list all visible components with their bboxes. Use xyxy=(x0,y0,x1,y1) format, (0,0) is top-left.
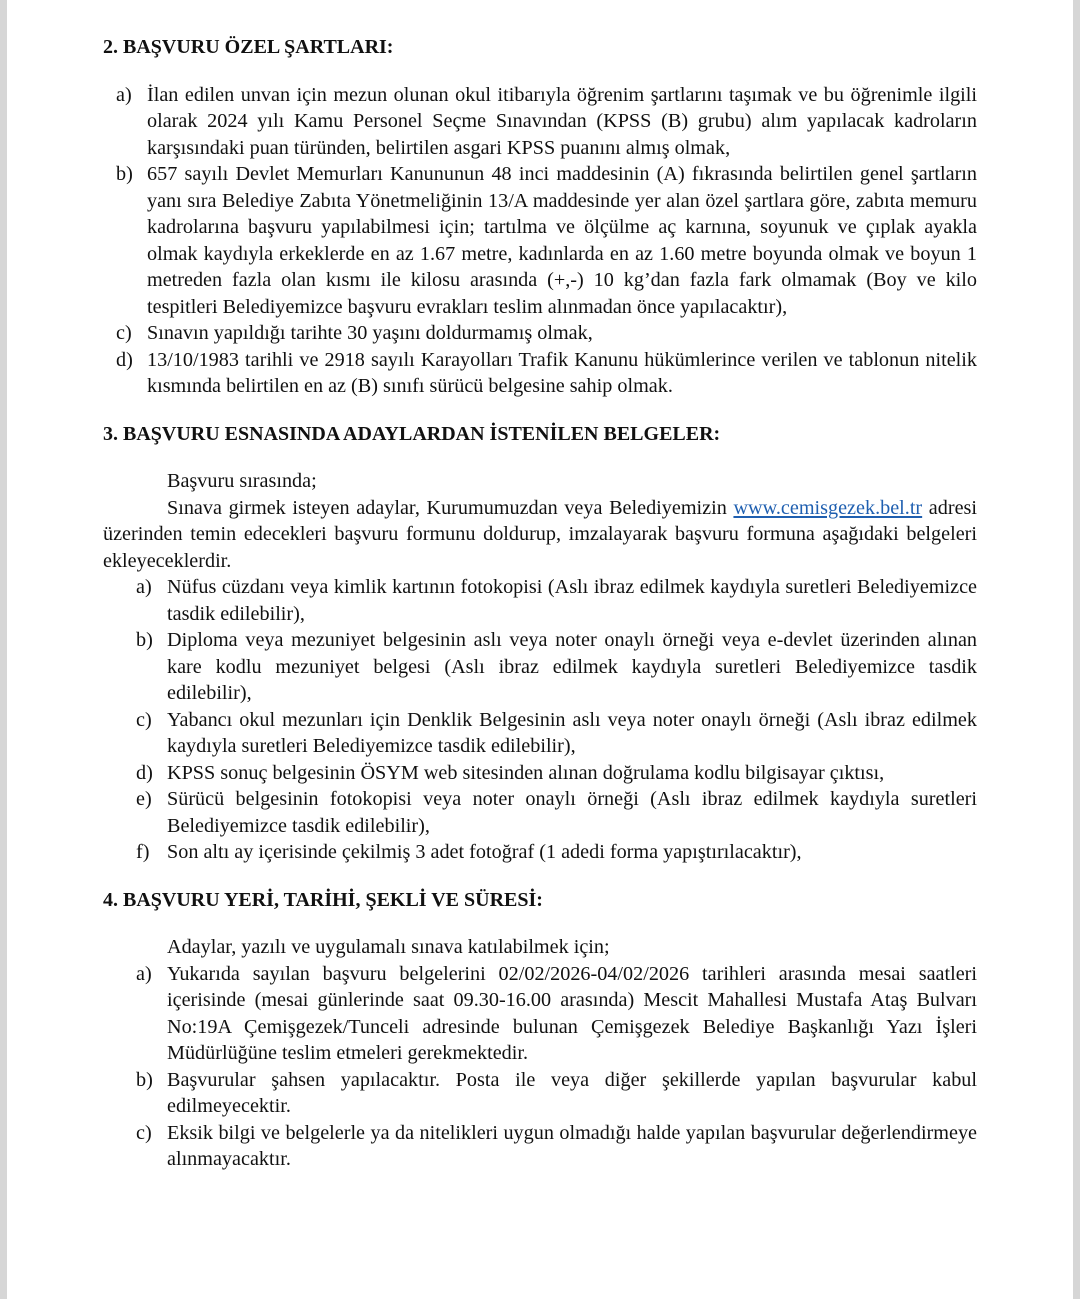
list-item xyxy=(103,574,977,627)
list-item xyxy=(103,707,977,760)
list-marker: b) xyxy=(136,1068,153,1091)
intro-paragraph xyxy=(103,934,977,961)
list-item xyxy=(103,320,977,347)
municipality-website-link[interactable]: www.cemisgezek.bel.tr xyxy=(733,496,923,519)
list-item-text: Yabancı okul mezunları için Denklik Belgesinin aslı veya noter onaylı örneği (Aslı ibraz edilmek kaydıyla suretleri Belediyemizce tasdik edilebilir), xyxy=(167,708,977,757)
list-item xyxy=(103,161,977,320)
list-marker: a) xyxy=(136,576,152,598)
list-item-text: KPSS sonuç belgesinin ÖSYM web sitesinden alınan doğrulama kodlu bilgisayar çıktısı, xyxy=(167,761,885,784)
application-paragraph xyxy=(103,495,977,575)
section-heading-ozel-sartlar: 2. BAŞVURU ÖZEL ŞARTLARI: xyxy=(103,36,394,58)
basvuru-yeri-list xyxy=(103,961,977,1173)
list-item-text: İlan edilen unvan için mezun olunan okul itibarıyla öğrenim şartlarını taşımak ve bu öğrenimle ilgili olarak 2024 yılı Kamu Personel Seçme Sınavından (KPSS (B) grubu) alım yapılacak kadroların karşısındaki puan türünden, belirtilen asgari KPSS puanını almış olmak, xyxy=(147,83,977,159)
paragraph-text: Sınava girmek isteyen adaylar, Kurumumuzdan veya Belediyemizin xyxy=(167,496,734,519)
list-item xyxy=(103,786,977,839)
list-item xyxy=(103,1120,977,1173)
list-marker: e) xyxy=(136,788,152,810)
list-marker: a) xyxy=(136,962,152,985)
section-heading-basvuru-yeri: 4. BAŞVURU YERİ, TARİHİ, ŞEKLİ VE SÜRESİ: xyxy=(103,888,543,911)
paragraph-text: adresi üzerinden temin edecekleri başvuru formunu doldurup, imzalayarak başvuru formuna aşağıdaki belgeleri ekleyeceklerdir. xyxy=(103,496,977,572)
list-marker: b) xyxy=(136,629,153,651)
list-item-text: Sürücü belgesinin fotokopisi veya noter onaylı örneği (Aslı ibraz edilmek kaydıyla suretleri Belediyemizce tasdik edilebilir), xyxy=(167,788,977,837)
list-item-text: 13/10/1983 tarihli ve 2918 sayılı Karayolları Trafik Kanunu hükümlerince verilen ve tablonun nitelik kısmında belirtilen en az (B) sınıfı sürücü belgesine sahip olmak. xyxy=(147,348,977,397)
list-item xyxy=(103,760,977,787)
document-content xyxy=(103,34,977,1173)
list-marker: a) xyxy=(116,83,132,106)
list-marker: b) xyxy=(116,163,133,185)
list-item-text: Başvurular şahsen yapılacaktır. Posta ile veya diğer şekillerde yapılan başvurular kabul edilmeyecektir. xyxy=(167,1068,977,1117)
list-marker: c) xyxy=(136,708,152,731)
list-item xyxy=(103,839,977,866)
list-item xyxy=(103,627,977,707)
list-item xyxy=(103,82,977,162)
list-marker: c) xyxy=(136,1121,152,1144)
list-marker: d) xyxy=(116,348,133,371)
list-item xyxy=(103,347,977,400)
intro-paragraph xyxy=(103,468,977,495)
list-item-text: Son altı ay içerisinde çekilmiş 3 adet fotoğraf (1 adedi forma yapıştırılacaktır), xyxy=(167,841,802,863)
list-marker: c) xyxy=(116,322,132,344)
section-heading-istenilen-belgeler: 3. BAŞVURU ESNASINDA ADAYLARDAN İSTENİLEN BELGELER: xyxy=(103,422,721,445)
list-marker: f) xyxy=(136,841,150,863)
list-item xyxy=(103,1067,977,1120)
intro-line: Başvuru sırasında; xyxy=(167,470,317,492)
ozel-sartlar-list xyxy=(103,82,977,400)
intro-line: Adaylar, yazılı ve uygulamalı sınava katılabilmek için; xyxy=(167,936,610,958)
istenilen-belgeler-list xyxy=(103,574,977,866)
list-item-text: Nüfus cüzdanı veya kimlik kartının fotokopisi (Aslı ibraz edilmek kaydıyla suretleri Belediyemizce tasdik edilebilir), xyxy=(167,576,977,625)
list-item-text: Yukarıda sayılan başvuru belgelerini 02/02/2026-04/02/2026 tarihleri arasında mesai saatleri içerisinde (mesai günlerinde saat 09.30-16.00 arasında) Mescit Mahallesi Mustafa Ataş Bulvarı No:19A Çemişgezek/Tunceli adresinde bulunan Çemişgezek Belediye Başkanlığı Yazı İşleri Müdürlüğüne teslim etmeleri gerekmektedir. xyxy=(167,962,977,1064)
list-item-text: Eksik bilgi ve belgelerle ya da nitelikleri uygun olmadığı halde yapılan başvurular değerlendirmeye alınmayacaktır. xyxy=(167,1121,977,1170)
list-item-text: 657 sayılı Devlet Memurları Kanununun 48 inci maddesinin (A) fıkrasında belirtilen genel şartların yanı sıra Belediye Zabıta Yönetmeliğinin 13/A maddesinde yer alan özel şartlara göre, zabıta memuru kadrolarına başvuru yapılabilmesi için; tartılma ve ölçülme aç karnına, soyunuk ve çıplak ayakla olmak kaydıyla erkeklerde en az 1.67 metre, kadınlarda en az 1.60 metre boyunda olmak ve boyun 1 metreden fazla olan kısmı ile kilosu arasında (+,-) 10 kg’dan fazla fark olmamak (Boy ve kilo tespitleri Belediyemizce başvuru evrakları teslim alınmadan önce yapılacaktır), xyxy=(147,163,977,318)
list-item xyxy=(103,961,977,1067)
document-page xyxy=(7,0,1073,1299)
list-marker: d) xyxy=(136,761,153,784)
list-item-text: Sınavın yapıldığı tarihte 30 yaşını doldurmamış olmak, xyxy=(147,322,593,344)
list-item-text: Diploma veya mezuniyet belgesinin aslı veya noter onaylı örneği veya e-devlet üzerinden alınan kare kodlu mezuniyet belgesi (Aslı ibraz edilmek kaydıyla suretleri Belediyemizce tasdik edilebilir), xyxy=(167,629,977,704)
